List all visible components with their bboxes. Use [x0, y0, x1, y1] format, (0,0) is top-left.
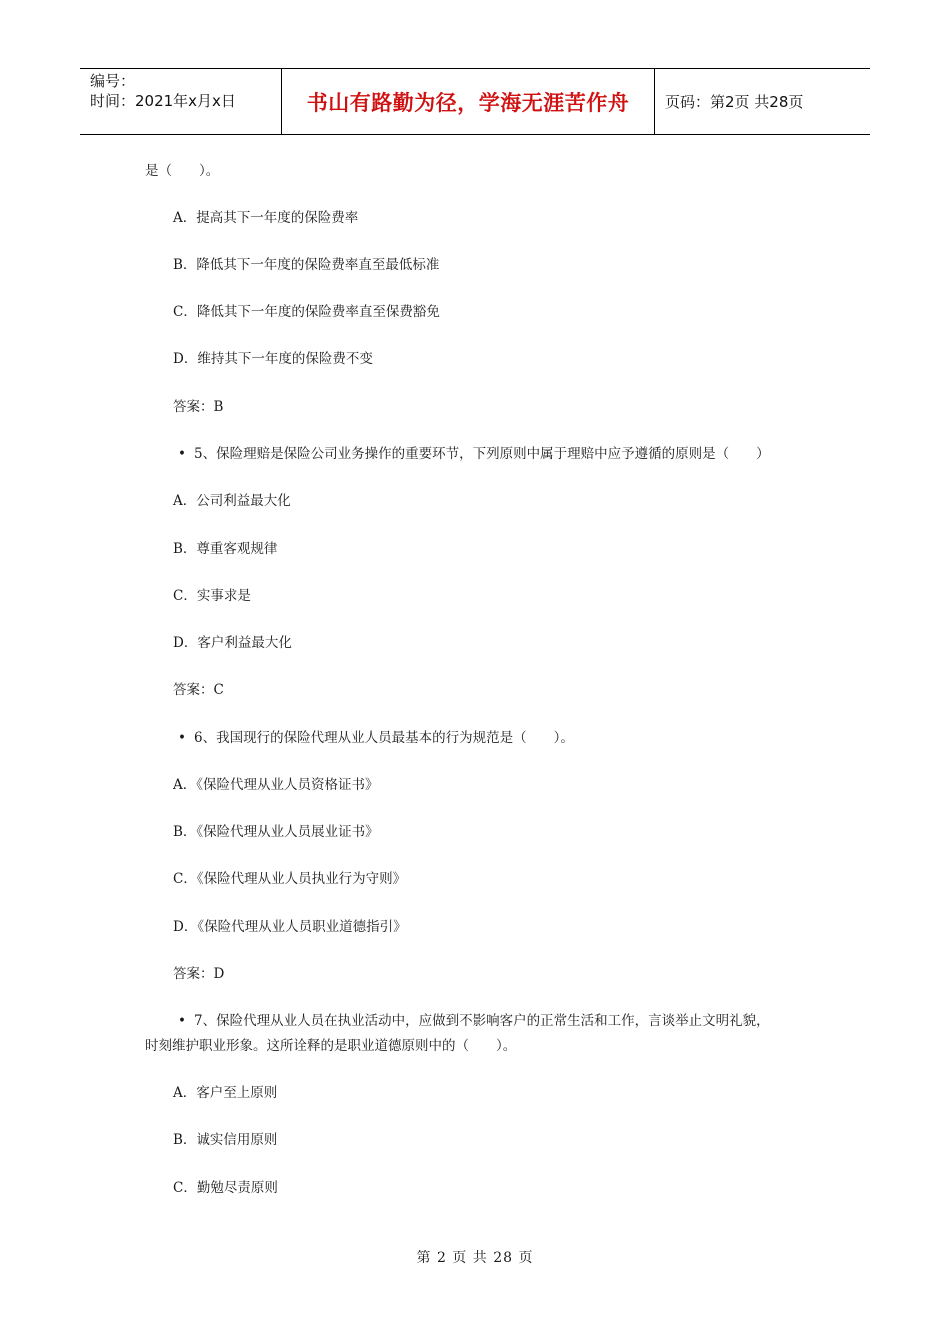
header-page-info: 页码：第2页 共28页	[665, 93, 804, 111]
question-4-option-c: C．降低其下一年度的保险费率直至保费豁免	[173, 304, 440, 320]
question-7-option-a: A．客户至上原则	[173, 1085, 278, 1101]
question-7-bullet: •	[178, 1013, 186, 1029]
question-5-answer: 答案：C	[173, 682, 224, 698]
question-7-stem-line-2: 时刻维护职业形象。这所诠释的是职业道德原则中的（ ）。	[145, 1038, 517, 1054]
question-5-option-d: D．客户利益最大化	[173, 635, 292, 651]
question-7-option-c: C．勤勉尽责原则	[173, 1180, 278, 1196]
question-7-stem-line-1: 7、保险代理从业人员在执业活动中，应做到不影响客户的正常生活和工作，言谈举止文明礼貌，	[194, 1013, 770, 1029]
question-7-option-b: B．诚实信用原则	[173, 1132, 278, 1148]
question-6-option-c: C．《保险代理从业人员执业行为守则》	[173, 871, 407, 887]
question-6-option-b: B．《保险代理从业人员展业证书》	[173, 824, 379, 840]
question-5-stem: 5、保险理赔是保险公司业务操作的重要环节，下列原则中属于理赔中应予遵循的原则是（ ）	[194, 446, 770, 462]
question-4-tail: 是（ ）。	[145, 163, 220, 179]
question-6-answer: 答案：D	[173, 966, 225, 982]
question-5-option-c: C．实事求是	[173, 588, 251, 604]
question-6-option-d: D．《保险代理从业人员职业道德指引》	[173, 919, 407, 935]
question-5-option-b: B．尊重客观规律	[173, 541, 278, 557]
header-motto: 书山有路勤为径，学海无涯苦作舟	[282, 69, 655, 134]
question-5-bullet: •	[178, 446, 186, 462]
question-4-answer: 答案：B	[173, 399, 224, 415]
question-6-stem: 6、我国现行的保险代理从业人员最基本的行为规范是（ ）。	[194, 730, 574, 746]
document-time-label: 时间：2021年x月x日	[90, 92, 236, 110]
question-4-option-d: D．维持其下一年度的保险费不变	[173, 351, 373, 367]
header-meta	[80, 69, 282, 134]
document-number-label: 编号：	[90, 72, 136, 90]
page-header	[80, 68, 870, 135]
page-footer: 第 2 页 共 28 页	[416, 1250, 534, 1266]
question-6-bullet: •	[178, 730, 186, 746]
question-6-option-a: A．《保险代理从业人员资格证书》	[173, 777, 379, 793]
question-4-option-b: B．降低其下一年度的保险费率直至最低标准	[173, 257, 440, 273]
question-4-option-a: A．提高其下一年度的保险费率	[173, 210, 359, 226]
question-5-option-a: A．公司利益最大化	[173, 493, 291, 509]
